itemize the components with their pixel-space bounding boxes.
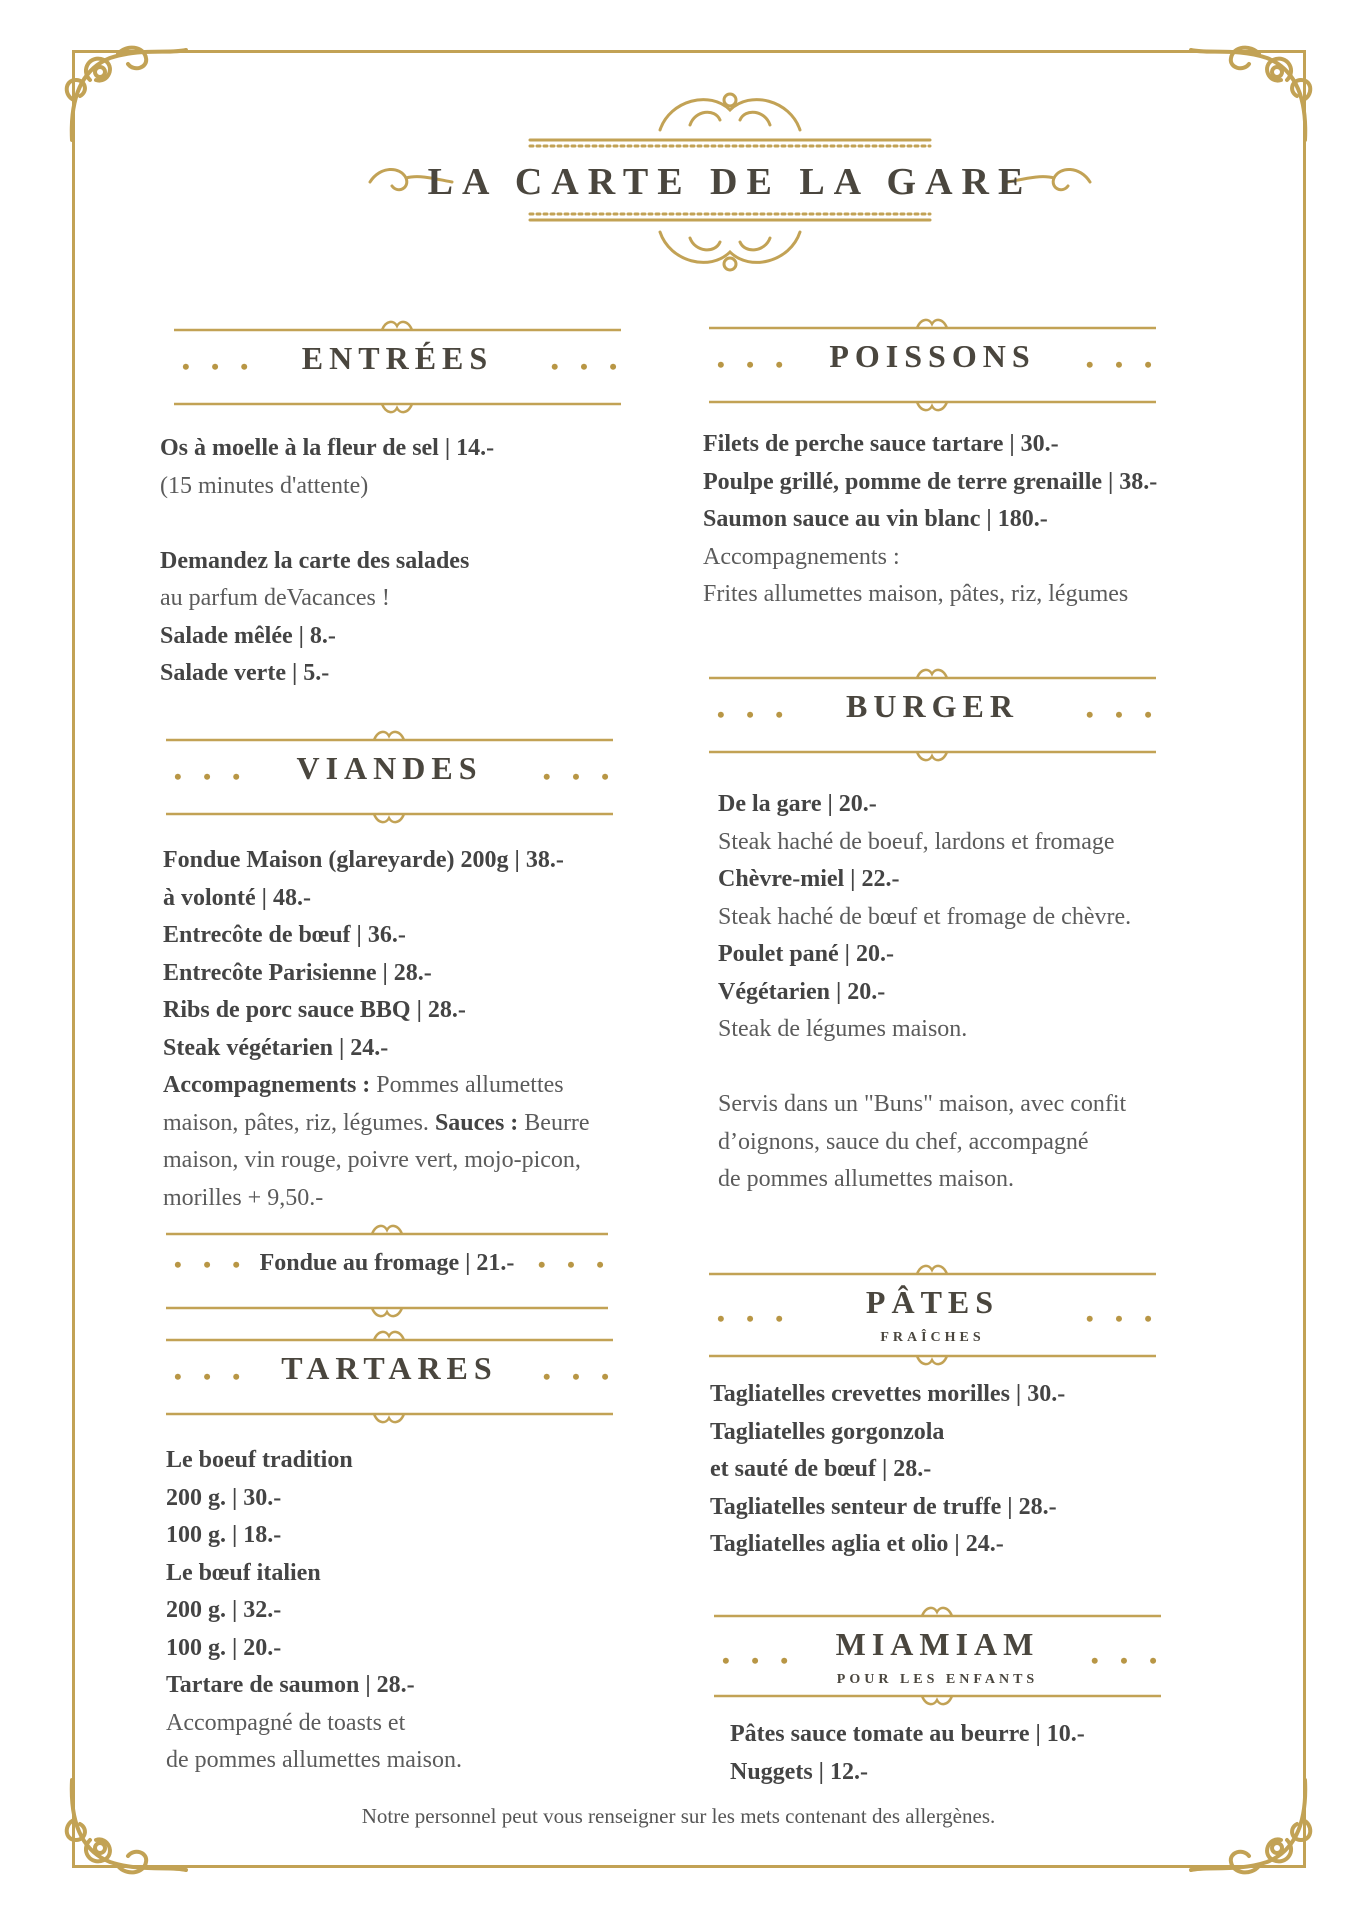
sauces-label: Sauces : [434,1109,519,1136]
acc-text: Pommes allumettes [376,1072,564,1098]
menu-item: Ribs de porc sauce BBQ | 28.- [163,997,466,1023]
menu-item: Tagliatelles crevettes morilles | 30.- [710,1381,1066,1407]
menu-item: Tartare de saumon | 28.- [166,1672,415,1698]
dots-right: • • • [1085,702,1160,727]
sauces-text-3: morilles + 9,50.- [163,1184,324,1211]
menu-item: Fondue au fromage | 21.- [259,1250,515,1276]
allergen-notice: Notre personnel peut vous renseigner sur les mets contenant des allergènes. [361,1804,996,1828]
menu-note: Steak haché de boeuf, lardons et fromage [718,828,1115,855]
section-title: MIAMIAM [835,1626,1040,1662]
menu-item: Demandez la carte des salades [160,547,470,574]
menu-note: Frites allumettes maison, pâtes, riz, légumes [703,581,1129,607]
dots-left: • • • [717,1306,792,1331]
menu-note: de pommes allumettes maison. [166,1747,462,1773]
acc-text-2: maison, pâtes, riz, légumes. [163,1109,429,1136]
section-header-pates [705,1262,1160,1362]
corner-ornament-icon [60,40,190,150]
section-title: POISSONS [829,338,1036,374]
menu-item: Nuggets | 12.- [730,1758,868,1785]
menu-item: Le boeuf tradition [166,1447,353,1473]
menu-item: 100 g. | 20.- [166,1634,282,1661]
section-subtitle: FRAÎCHES [880,1330,985,1345]
dots-left: • • • [174,1252,249,1277]
menu-item: Filets de perche sauce tartare | 30.- [703,431,1059,457]
dots-right: • • • [542,764,617,789]
menu-item: Salade verte | 5.- [160,660,330,686]
accompagnements-line [163,1067,683,1105]
menu-note: Steak haché de bœuf et fromage de chèvre. [718,903,1132,930]
dots-left: • • • [717,702,792,727]
menu-item: à volonté | 48.- [163,884,311,911]
sauces-line [163,1105,683,1143]
menu-item: Saumon sauce au vin blanc | 180.- [703,506,1048,532]
menu-item: Os à moelle à la fleur de sel | 14.- [160,435,495,461]
section-header-burger [705,666,1160,766]
dots-right: • • • [550,354,625,379]
burger-items [718,786,1298,1199]
menu-note: au parfum deVacances ! [160,585,390,611]
dots-left: • • • [174,1364,249,1389]
dots-right: • • • [1085,352,1160,377]
section-header-miamiam [710,1604,1165,1704]
menu-item: 200 g. | 32.- [166,1597,282,1623]
section-title: PÂTES [865,1284,1000,1320]
menu-item: De la gare | 20.- [718,791,877,817]
dots-left: • • • [174,764,249,789]
menu-item: Entrecôte Parisienne | 28.- [163,959,432,986]
sauces-text-2: maison, vin rouge, poivre vert, mojo-picon, [163,1147,581,1173]
dots-right: • • • [542,1364,617,1389]
pates-items [710,1376,1290,1564]
menu-note: de pommes allumettes maison. [718,1166,1014,1192]
menu-item: Steak végétarien | 24.- [163,1034,389,1061]
dots-right: • • • [537,1252,612,1277]
dots-left: • • • [722,1648,797,1673]
section-subtitle: POUR LES ENFANTS [836,1672,1039,1687]
menu-item: Fondue Maison (glareyarde) 200g | 38.- [163,847,564,873]
menu-item: 100 g. | 18.- [166,1522,282,1548]
tartares-items [166,1442,646,1780]
menu-note: Accompagné de toasts et [166,1709,406,1736]
menu-item: Pâtes sauce tomate au beurre | 10.- [730,1721,1085,1747]
sauces-text: Beurre [524,1109,590,1136]
menu-item: Tagliatelles gorgonzola [710,1418,945,1445]
title-block [360,70,1100,290]
menu-item: Tagliatelles aglia et olio | 24.- [710,1531,1004,1557]
menu-note: Accompagnements : [703,543,900,570]
menu-item: Poulpe grillé, pomme de terre grenaille | 38.- [703,468,1158,495]
menu-note: d’oignons, sauce du chef, accompagné [718,1128,1089,1155]
section-header-tartares [162,1328,617,1428]
menu-note: Servis dans un "Buns" maison, avec confit [718,1091,1127,1117]
menu-note: (15 minutes d'attente) [160,472,369,499]
menu-note: Steak de légumes maison. [718,1016,968,1042]
dots-left: • • • [182,354,257,379]
menu-item: Tagliatelles senteur de truffe | 28.- [710,1493,1057,1520]
menu-item: Entrecôte de bœuf | 36.- [163,922,406,948]
menu-item: 200 g. | 30.- [166,1484,282,1511]
menu-item: et sauté de bœuf | 28.- [710,1456,932,1482]
dots-left: • • • [717,352,792,377]
menu-title: LA CARTE DE LA GARE [427,161,1033,203]
menu-item: Salade mêlée | 8.- [160,622,336,649]
poissons-items [703,426,1303,614]
section-header-poissons [705,316,1160,416]
section-title: TARTARES [281,1350,498,1386]
section-header-viandes [162,728,617,828]
acc-label: Accompagnements : [163,1072,371,1098]
fondue-fromage-banner [162,1220,612,1320]
corner-ornament-icon [1187,40,1317,150]
menu-item: Le bœuf italien [166,1559,321,1586]
miamiam-items [730,1716,1290,1791]
viandes-items [163,842,683,1217]
menu-item: Chèvre-miel | 22.- [718,866,900,892]
section-title: VIANDES [296,750,483,786]
dots-right: • • • [1085,1306,1160,1331]
section-title: ENTRÉES [301,340,494,376]
section-title: BURGER [846,688,1019,724]
menu-item: Végétarien | 20.- [718,978,886,1005]
section-header-entrees [170,318,625,418]
entrees-items [160,430,640,693]
menu-item: Poulet pané | 20.- [718,941,894,967]
dots-right: • • • [1090,1648,1165,1673]
